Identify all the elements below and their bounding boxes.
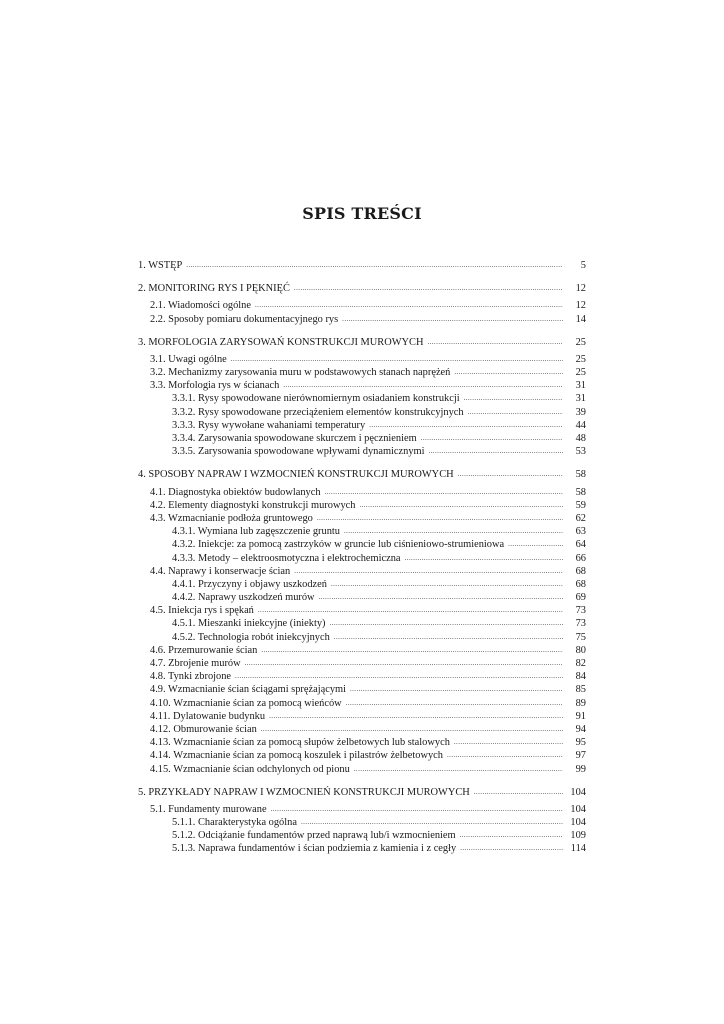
toc-leader-dots (350, 683, 563, 696)
toc-leader-dots (359, 499, 563, 512)
toc-entry-page: 84 (575, 671, 586, 683)
toc-entry (138, 406, 586, 419)
toc-leader-dots (283, 379, 563, 392)
toc-entry-label: 4.4.1. Przyczyny i objawy uszkodzeń (172, 578, 327, 590)
toc-entry-label: 4.8. Tynki zbrojone (150, 671, 232, 683)
toc-entry (138, 366, 586, 379)
toc-leader-dots (325, 486, 563, 499)
toc-entry (138, 749, 586, 762)
toc-entry-page: 58 (575, 486, 586, 498)
toc-entry-page: 31 (575, 380, 586, 392)
toc-entry-page: 64 (575, 539, 586, 551)
toc-entry (138, 644, 586, 657)
toc-entry (138, 468, 586, 481)
toc-leader-dots (346, 697, 563, 710)
toc-leader-dots (319, 591, 563, 604)
toc-entry-page: 53 (575, 446, 586, 458)
toc-entry-label: 3. MORFOLOGIA ZARYSOWAŃ KONSTRUKCJI MUROWYCH (138, 336, 424, 348)
toc-entry (138, 512, 586, 525)
toc-entry-page: 5 (580, 259, 586, 271)
toc-entry-page: 12 (575, 300, 586, 312)
toc-entry (138, 552, 586, 565)
toc-entry-label: 2.2. Sposoby pomiaru dokumentacyjnego rys (150, 313, 339, 325)
toc-entry-label: 3.2. Mechanizmy zarysowania muru w podstawowych stanach naprężeń (150, 367, 451, 379)
toc-entry (138, 379, 586, 392)
toc-entry-page: 25 (575, 353, 586, 365)
toc-entry-page: 58 (575, 469, 586, 481)
toc-entry-label: 4.14. Wzmacnianie ścian za pomocą koszulek i pilastrów żelbetowych (150, 750, 443, 762)
toc-leader-dots (454, 736, 563, 749)
toc-leader-dots (317, 512, 563, 525)
toc-leader-dots (474, 786, 563, 799)
toc-entry-page: 82 (575, 658, 586, 670)
toc-leader-dots (460, 843, 563, 856)
toc-entry-label: 3.1. Uwagi ogólne (150, 353, 227, 365)
toc-entry (138, 499, 586, 512)
toc-entry-page: 62 (575, 512, 586, 524)
toc-entry (138, 710, 586, 723)
toc-entry (138, 353, 586, 366)
toc-entry (138, 618, 586, 631)
toc-entry-label: 3.3.3. Rysy wywołane wahaniami temperatury (172, 419, 366, 431)
toc-entry-page: 25 (575, 336, 586, 348)
toc-entry (138, 829, 586, 842)
toc-entry (138, 538, 586, 551)
toc-entry-page: 89 (575, 697, 586, 709)
toc-entry-label: 3.3.2. Rysy spowodowane przeciążeniem elementów konstrukcyjnych (172, 406, 464, 418)
toc-entry-label: 4.3.1. Wymiana lub zagęszczenie gruntu (172, 526, 340, 538)
toc-entry (138, 525, 586, 538)
toc-entry (138, 786, 586, 799)
toc-entry-label: 4. SPOSOBY NAPRAW I WZMOCNIEŃ KONSTRUKCJI MUROWYCH (138, 469, 454, 481)
toc-entry (138, 565, 586, 578)
toc-entry-page: 80 (575, 644, 586, 656)
toc-entry-page: 31 (575, 393, 586, 405)
toc-entry-label: 1. WSTĘP (138, 259, 183, 271)
page-title: SPIS TREŚCI (302, 204, 422, 223)
toc-entry (138, 419, 586, 432)
toc-entry-label: 2.1. Wiadomości ogólne (150, 300, 251, 312)
toc-leader-dots (460, 829, 563, 842)
toc-entry-label: 4.7. Zbrojenie murów (150, 658, 241, 670)
toc-entry (138, 336, 586, 349)
toc-entry (138, 259, 586, 272)
toc-entry (138, 604, 586, 617)
toc-entry-label: 4.11. Dylatowanie budynku (150, 710, 266, 722)
toc-entry (138, 763, 586, 776)
toc-leader-dots (294, 565, 563, 578)
toc-entry-label: 3.3.4. Zarysowania spowodowane skurczem i pęcznieniem (172, 433, 417, 445)
toc-entry-page: 97 (575, 750, 586, 762)
toc-entry-label: 3.3.1. Rysy spowodowane nierównomiernym osiadaniem konstrukcji (172, 393, 460, 405)
toc-entry-page: 69 (575, 592, 586, 604)
toc-entry-label: 4.5.1. Mieszanki iniekcyjne (iniekty) (172, 618, 326, 630)
toc-entry-label: 4.13. Wzmacnianie ścian za pomocą słupów żelbetowych lub stalowych (150, 737, 450, 749)
toc-entry (138, 816, 586, 829)
toc-leader-dots (271, 803, 563, 816)
toc-entry (138, 736, 586, 749)
toc-entry-page: 68 (575, 565, 586, 577)
toc-leader-dots (235, 670, 563, 683)
toc-entry-page: 75 (575, 631, 586, 643)
toc-leader-dots (301, 816, 563, 829)
toc-entry (138, 313, 586, 326)
toc-entry-label: 4.2. Elementy diagnostyki konstrukcji murowych (150, 499, 356, 511)
toc-entry (138, 486, 586, 499)
toc-leader-dots (261, 644, 563, 657)
toc-entry-label: 5.1.3. Naprawa fundamentów i ścian podziemia z kamienia i z cegły (172, 843, 457, 855)
toc-leader-dots (258, 604, 563, 617)
toc-leader-dots (354, 763, 563, 776)
toc-entry-label: 4.3.3. Metody – elektroosmotyczna i elektrochemiczna (172, 552, 401, 564)
toc-entry-page: 104 (570, 817, 586, 829)
toc-entry (138, 723, 586, 736)
toc-entry-page: 25 (575, 367, 586, 379)
toc-entry-page: 63 (575, 526, 586, 538)
toc-entry (138, 578, 586, 591)
toc-entry-label: 4.10. Wzmacnianie ścian za pomocą wieńców (150, 697, 342, 709)
toc-leader-dots (261, 723, 563, 736)
toc-entry-page: 104 (570, 803, 586, 815)
toc-entry-label: 4.1. Diagnostyka obiektów budowlanych (150, 486, 321, 498)
toc-leader-dots (342, 313, 563, 326)
toc-entry-label: 4.5.2. Technologia robót iniekcyjnych (172, 631, 330, 643)
toc-leader-dots (421, 432, 563, 445)
toc-entry (138, 803, 586, 816)
toc-entry-page: 44 (575, 419, 586, 431)
toc-entry-page: 68 (575, 578, 586, 590)
toc-entry-label: 4.3.2. Iniekcje: za pomocą zastrzyków w gruncie lub ciśnieniowo-strumieniowa (172, 539, 505, 551)
toc-leader-dots (458, 468, 563, 481)
toc-leader-dots (331, 578, 563, 591)
toc-entry-page: 95 (575, 737, 586, 749)
toc-entry-label: 3.3. Morfologia rys w ścianach (150, 380, 280, 392)
toc-leader-dots (330, 618, 563, 631)
toc-entry-label: 5. PRZYKŁADY NAPRAW I WZMOCNIEŃ KONSTRUKCJI MUROWYCH (138, 786, 470, 798)
toc-entry-page: 59 (575, 499, 586, 511)
toc-entry-page: 73 (575, 618, 586, 630)
toc-entry-label: 3.3.5. Zarysowania spowodowane wpływami dynamicznymi (172, 446, 425, 458)
toc-entry-label: 4.4.2. Naprawy uszkodzeń murów (172, 592, 315, 604)
toc-entry-label: 4.6. Przemurowanie ścian (150, 644, 258, 656)
toc-entry-page: 12 (575, 283, 586, 295)
toc-entry-label: 4.4. Naprawy i konserwacje ścian (150, 565, 291, 577)
toc-leader-dots (369, 419, 563, 432)
toc-entry (138, 299, 586, 312)
toc-entry-page: 48 (575, 433, 586, 445)
toc-entry-page: 99 (575, 763, 586, 775)
toc-entry (138, 631, 586, 644)
toc-entry (138, 697, 586, 710)
toc-entry (138, 657, 586, 670)
toc-entry (138, 393, 586, 406)
toc-entry-label: 2. MONITORING RYS I PĘKNIĘĆ (138, 283, 290, 295)
toc-entry-page: 114 (570, 843, 586, 855)
toc-entry-page: 94 (575, 723, 586, 735)
toc-leader-dots (186, 259, 563, 272)
toc-entry-page: 14 (575, 313, 586, 325)
toc-entry (138, 591, 586, 604)
toc-leader-dots (454, 366, 563, 379)
toc-leader-dots (231, 353, 563, 366)
toc-entry-label: 5.1.2. Odciążanie fundamentów przed naprawą lub/i wzmocnieniem (172, 830, 456, 842)
table-of-contents (138, 259, 586, 856)
toc-entry-page: 91 (575, 710, 586, 722)
toc-entry-label: 4.5. Iniekcja rys i spękań (150, 605, 254, 617)
toc-leader-dots (468, 406, 563, 419)
toc-entry-label: 4.9. Wzmacnianie ścian ściągami sprężającymi (150, 684, 346, 696)
toc-entry (138, 683, 586, 696)
toc-entry-page: 73 (575, 605, 586, 617)
toc-entry-page: 109 (570, 830, 586, 842)
toc-entry (138, 282, 586, 295)
toc-leader-dots (447, 749, 563, 762)
toc-entry-label: 4.12. Obmurowanie ścian (150, 723, 257, 735)
toc-leader-dots (334, 631, 563, 644)
toc-leader-dots (255, 299, 563, 312)
toc-entry-page: 104 (570, 786, 586, 798)
toc-entry (138, 432, 586, 445)
toc-entry-label: 4.3. Wzmacnianie podłoża gruntowego (150, 512, 313, 524)
toc-entry-page: 85 (575, 684, 586, 696)
toc-leader-dots (405, 552, 563, 565)
toc-entry-label: 5.1. Fundamenty murowane (150, 803, 267, 815)
toc-entry-label: 4.15. Wzmacnianie ścian odchylonych od pionu (150, 763, 350, 775)
toc-leader-dots (429, 445, 564, 458)
toc-leader-dots (344, 525, 563, 538)
toc-leader-dots (294, 282, 563, 295)
toc-leader-dots (464, 393, 563, 406)
toc-leader-dots (245, 657, 563, 670)
toc-leader-dots (427, 336, 563, 349)
toc-leader-dots (269, 710, 563, 723)
toc-entry (138, 445, 586, 458)
toc-entry (138, 843, 586, 856)
toc-entry-page: 66 (575, 552, 586, 564)
toc-leader-dots (508, 538, 563, 551)
toc-entry-page: 39 (575, 406, 586, 418)
toc-entry-label: 5.1.1. Charakterystyka ogólna (172, 817, 297, 829)
toc-entry (138, 670, 586, 683)
